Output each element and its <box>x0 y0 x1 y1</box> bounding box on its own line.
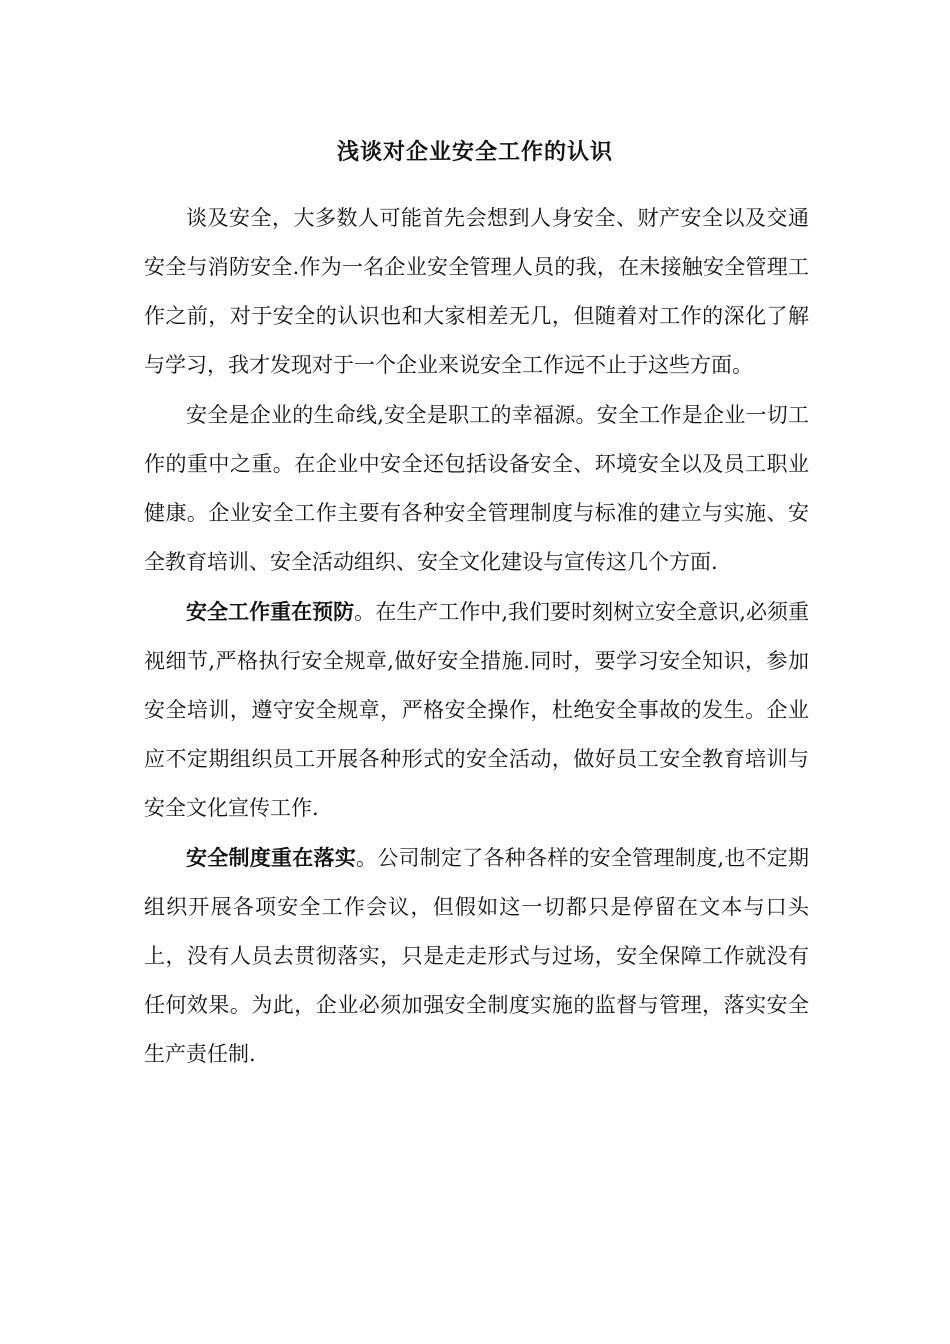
paragraph-3 <box>144 587 809 833</box>
paragraph-3-text: 。在生产工作中,我们要时刻树立安全意识,必须重视细节,严格执行安全规章,做好安全措施.同时，要学习安全知识，参加安全培训，遵守安全规章，严格安全操作，杜绝安全事故的发生。企业应不定期组织员工开展各种形式的安全活动，做好员工安全教育培训与安全文化宣传工作. <box>144 600 809 820</box>
paragraph-1 <box>144 193 809 390</box>
document-body <box>144 193 809 1079</box>
paragraph-4 <box>144 833 809 1079</box>
paragraph-2 <box>144 390 809 587</box>
paragraph-1-text: 谈及安全，大多数人可能首先会想到人身安全、财产安全以及交通安全与消防安全.作为一名企业安全管理人员的我，在未接触安全管理工作之前，对于安全的认识也和大家相差无几，但随着对工作的深化了解与学习，我才发现对于一个企业来说安全工作远不止于这些方面。 <box>144 206 809 377</box>
paragraph-4-lead: 安全制度重在落实 <box>186 845 357 870</box>
paragraph-2-text: 安全是企业的生命线,安全是职工的幸福源。安全工作是企业一切工作的重中之重。在企业中安全还包括设备安全、环境安全以及员工职业健康。企业安全工作主要有各种安全管理制度与标准的建立与实施、安全教育培训、安全活动组织、安全文化建设与宣传这几个方面. <box>144 403 809 574</box>
paragraph-4-text: 。公司制定了各种各样的安全管理制度,也不定期组织开展各项安全工作会议，但假如这一切都只是停留在文本与口头上，没有人员去贯彻落实，只是走走形式与过场，安全保障工作就没有任何效果。为此，企业必须加强安全制度实施的监督与管理，落实安全生产责任制. <box>144 846 809 1066</box>
paragraph-3-lead: 安全工作重在预防 <box>186 599 355 624</box>
document-title: 浅谈对企业安全工作的认识 <box>336 139 613 165</box>
